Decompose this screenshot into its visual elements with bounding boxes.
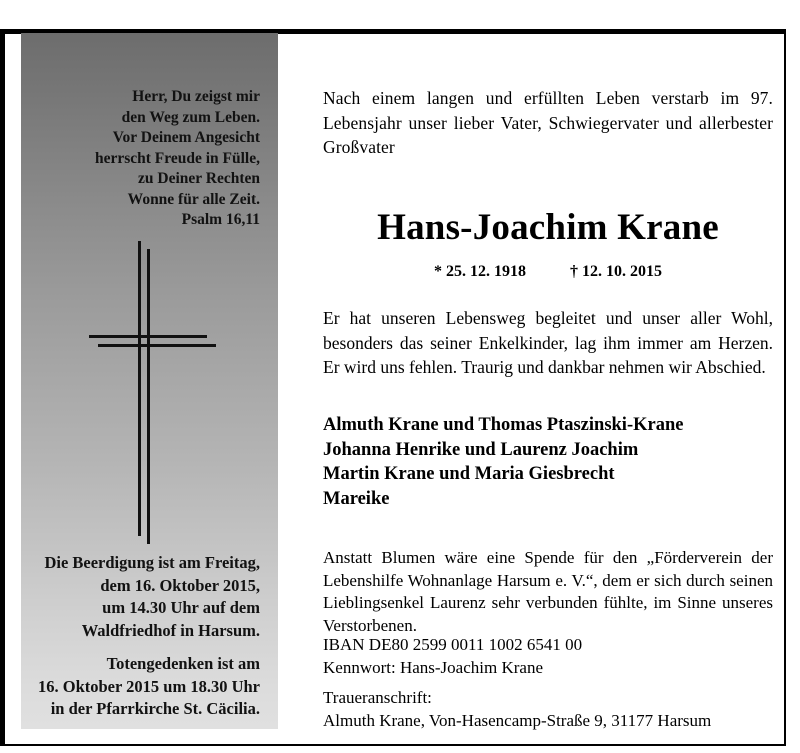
psalm-line-2: den Weg zum Leben. [121, 108, 260, 126]
reference-line: Kennwort: Hans-Joachim Krane [323, 657, 543, 677]
birth-symbol: * [434, 263, 442, 280]
burial-line-2: dem 16. Oktober 2015, [100, 575, 260, 595]
psalm-quote [35, 87, 260, 231]
contact-label: Traueranschrift: [323, 688, 432, 707]
memorial-line-2: 16. Oktober 2015 um 18.30 Uhr [38, 676, 260, 696]
contact-details [323, 687, 775, 732]
cross-icon [21, 223, 278, 543]
tribute-paragraph: Er hat unseren Lebensweg begleitet und unser aller Wohl, besonders das seiner Enkelkinder, lag ihm immer am Herzen. Er wird uns fehlen. Traurig und dankbar nehmen wir Abschied. [323, 308, 773, 377]
notice-inner [5, 34, 784, 744]
family-line-1: Almuth Krane und Thomas Ptaszinski-Krane [323, 415, 684, 435]
burial-line-3: um 14.30 Uhr auf dem [102, 598, 260, 617]
cross-vertical-line-2 [147, 249, 150, 544]
main-content-column [323, 34, 775, 744]
funeral-spacer [29, 642, 260, 653]
left-gray-panel [21, 33, 278, 729]
donation-paragraph: Anstatt Blumen wäre eine Spende für den „Förderverein der Lebenshilfe Wohnanlage Harsum e. V.“, dem er sich durch seinen Lieblingsenkel Laurenz sehr verbunden fühlte, im Sinne unseres Verstorbenen. [323, 548, 773, 635]
death-symbol: † [570, 263, 578, 280]
iban-line: IBAN DE80 2599 0011 1002 6541 00 [323, 635, 583, 654]
burial-line-4: Waldfriedhof in Harsum. [81, 620, 260, 640]
intro-paragraph: Nach einem langen und erfüllten Leben verstarb im 97. Lebensjahr unser lieber Vater, Schwiegervater und allerbester Großvater [323, 88, 773, 157]
family-names [323, 413, 773, 511]
birth-date: 25. 12. 1918 [446, 263, 526, 280]
psalm-line-3: Vor Deinem Angesicht [112, 129, 260, 146]
burial-line-1: Die Beerdigung ist am Freitag, [44, 553, 260, 572]
psalm-line-6: Wonne für alle Zeit. [127, 190, 260, 208]
deceased-name: Hans-Joachim Krane [377, 207, 719, 248]
psalm-line-1: Herr, Du zeigst mir [132, 88, 260, 105]
obituary-notice [0, 29, 786, 746]
family-line-3: Martin Krane und Maria Giesbrecht [323, 464, 615, 484]
memorial-line-3: in der Pfarrkirche St. Cäcilia. [50, 699, 260, 718]
psalm-line-5: zu Deiner Rechten [138, 170, 260, 187]
psalm-line-4: herrscht Freude in Fülle, [94, 149, 260, 167]
life-dates [323, 262, 773, 282]
cross-vertical-line-1 [138, 241, 141, 536]
contact-address: Almuth Krane, Von-Hasencamp-Straße 9, 31177 Harsum [323, 710, 712, 730]
psalm-reference: Psalm 16,11 [181, 211, 260, 228]
memorial-line-1: Totengedenken ist am [106, 654, 260, 673]
cross-horizontal-line-2 [98, 344, 216, 347]
bank-details [323, 634, 773, 679]
cross-horizontal-line-1 [89, 335, 207, 338]
family-line-2: Johanna Henrike und Laurenz Joachim [323, 439, 639, 460]
funeral-details [29, 552, 260, 721]
family-line-4: Mareike [323, 488, 390, 509]
death-date: 12. 10. 2015 [582, 263, 662, 280]
